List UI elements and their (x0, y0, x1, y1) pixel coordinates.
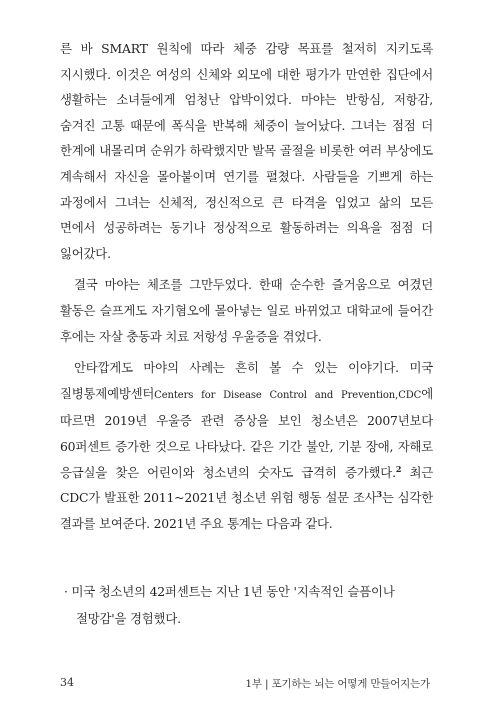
footnote-marker-3[interactable]: 3 (376, 488, 382, 499)
paragraph-3-part2: 에 따르면 2019년 우울증 관련 증상을 보인 청소년은 2007년보다 60퍼센트 증가한 것으로 나타났다. 같은 기간 불안, 기분 장애, 자해로 응급실을 찾은 어린이와 청소년의 숫자도 급격히 증가했다. (60, 385, 433, 480)
running-head: 1부 | 포기하는 뇌는 어떻게 만들어지는가 (245, 678, 430, 690)
paragraph-2: 결국 마야는 체조를 그만두었다. 한때 순수한 즐거움으로 여겼던 활동은 슬프게도 자기혐오에 몰아넣는 일로 바뀌었고 대학교에 들어간 후에는 자살 충동과 치료 저항성 우울증을 겪었다. (60, 277, 433, 344)
body-text (60, 36, 433, 542)
page-footer (60, 676, 430, 691)
page-number: 34 (60, 676, 74, 689)
cdc-english-name: Centers for Disease Control and Prevention,CDC (154, 389, 422, 401)
paragraph-1: 른 바 SMART 원칙에 따라 체중 감량 목표를 철저히 지키도록 지시했다. 이것은 여성의 신체와 외모에 대한 평가가 만연한 집단에서 생활하는 소녀들에게 엄청난 압박이었다. 마야는 반항심, 저항감, 숨겨진 고통 때문에 폭식을 반복해 체중이 늘어났다. 그녀는 점점 더 한계에 내몰리며 순위가 하락했지만 발목 골절을 비롯한 여러 부상에도 계속해서 자신을 몰아붙이며 연기를 펼쳤다. 사람들을 기쁘게 하는 과정에서 그녀는 신체적, 정신적으로 큰 타격을 입었고 삶의 모든 면에서 성공하려는 동기나 정상적으로 활동하려는 의욕을 점점 더 잃어갔다. (60, 41, 433, 261)
paragraph-3 (60, 355, 433, 536)
paragraph-3-part4: 는 심각한 결과를 보여준다. 2021년 주요 통계는 다음과 같다. (60, 490, 433, 531)
list-item: · 미국 청소년의 42퍼센트는 지난 1년 동안 '지속적인 슬픔이나 절망감'을 경험했다. (64, 584, 395, 626)
footnote-marker-2[interactable]: 2 (395, 463, 402, 474)
paragraph-3-part1: 안타깝게도 마야의 사례는 흔히 볼 수 있는 이야기다. 미국 질병통제예방센터 (60, 360, 433, 401)
paragraph-3-part3: 최근 CDC가 발표한 2011~2021년 청소년 위험 행동 설문 조사 (60, 464, 433, 506)
